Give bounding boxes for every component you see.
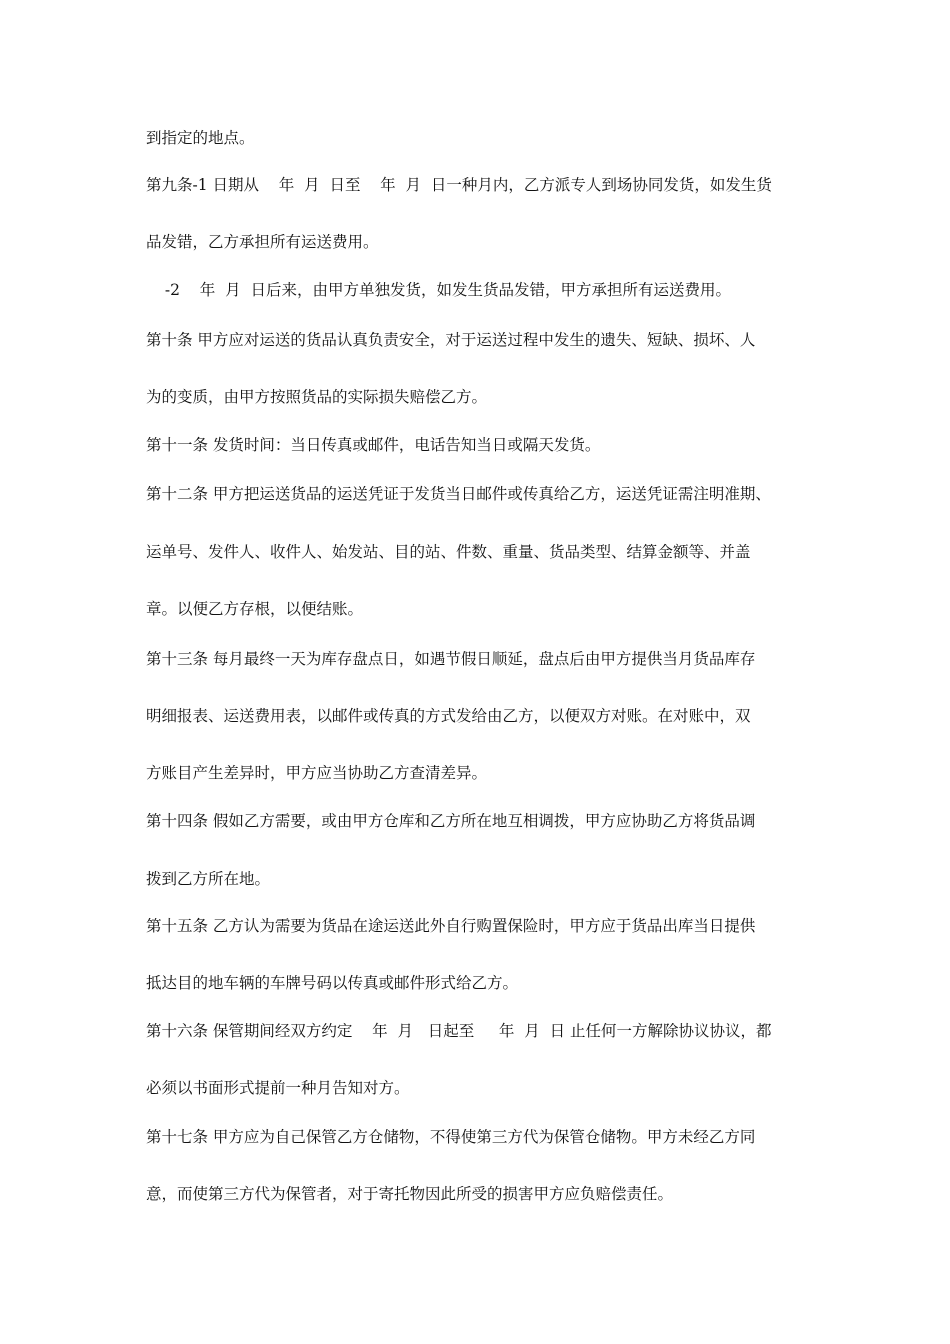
text-line: 第九条-1 日期从 年 月 日至 年 月 日一种月内，乙方派专人到场协同发货，如发生货 xyxy=(146,176,772,194)
text-line: 第十六条 保管期间经双方约定 年 月 日起至 年 月 日 止任何一方解除协议协议，都 xyxy=(146,1022,772,1040)
text-line: 第十二条 甲方把运送货品的运送凭证于发货当日邮件或传真给乙方，运送凭证需注明准期、 xyxy=(146,485,771,503)
text-line: 明细报表、运送费用表，以邮件或传真的方式发给由乙方，以便双方对账。在对账中，双 xyxy=(146,707,751,725)
text-line: 方账目产生差异时，甲方应当协助乙方查清差异。 xyxy=(146,764,488,782)
text-line: 第十条 甲方应对运送的货品认真负责安全，对于运送过程中发生的遗失、短缺、损坏、人 xyxy=(146,331,756,349)
text-line: 第十七条 甲方应为自己保管乙方仓储物，不得使第三方代为保管仓储物。甲方未经乙方同 xyxy=(146,1128,756,1146)
text-line: 章。以便乙方存根，以便结账。 xyxy=(146,600,364,618)
text-line: 意，而使第三方代为保管者，对于寄托物因此所受的损害甲方应负赔偿责任。 xyxy=(146,1185,674,1203)
text-line: 抵达目的地车辆的车牌号码以传真或邮件形式给乙方。 xyxy=(146,974,519,992)
text-line: 第十四条 假如乙方需要，或由甲方仓库和乙方所在地互相调拨，甲方应协助乙方将货品调 xyxy=(146,812,756,830)
text-line: 品发错，乙方承担所有运送费用。 xyxy=(146,233,379,251)
text-line: 第十三条 每月最终一天为库存盘点日，如遇节假日顺延，盘点后由甲方提供当月货品库存 xyxy=(146,650,756,668)
text-line: 必须以书面形式提前一种月告知对方。 xyxy=(146,1079,410,1097)
text-line: 第十一条 发货时间：当日传真或邮件，电话告知当日或隔天发货。 xyxy=(146,436,601,454)
text-line: 到指定的地点。 xyxy=(146,129,255,147)
text-line: 拨到乙方所在地。 xyxy=(146,870,271,888)
text-line: 第十五条 乙方认为需要为货品在途运送此外自行购置保险时，甲方应于货品出库当日提供 xyxy=(146,917,756,935)
text-line: 运单号、发件人、收件人、始发站、目的站、件数、重量、货品类型、结算金额等、并盖 xyxy=(146,543,751,561)
text-line: -2 年 月 日后来，由甲方单独发货，如发生货品发错，甲方承担所有运送费用。 xyxy=(160,281,731,299)
text-line: 为的变质，由甲方按照货品的实际损失赔偿乙方。 xyxy=(146,388,488,406)
